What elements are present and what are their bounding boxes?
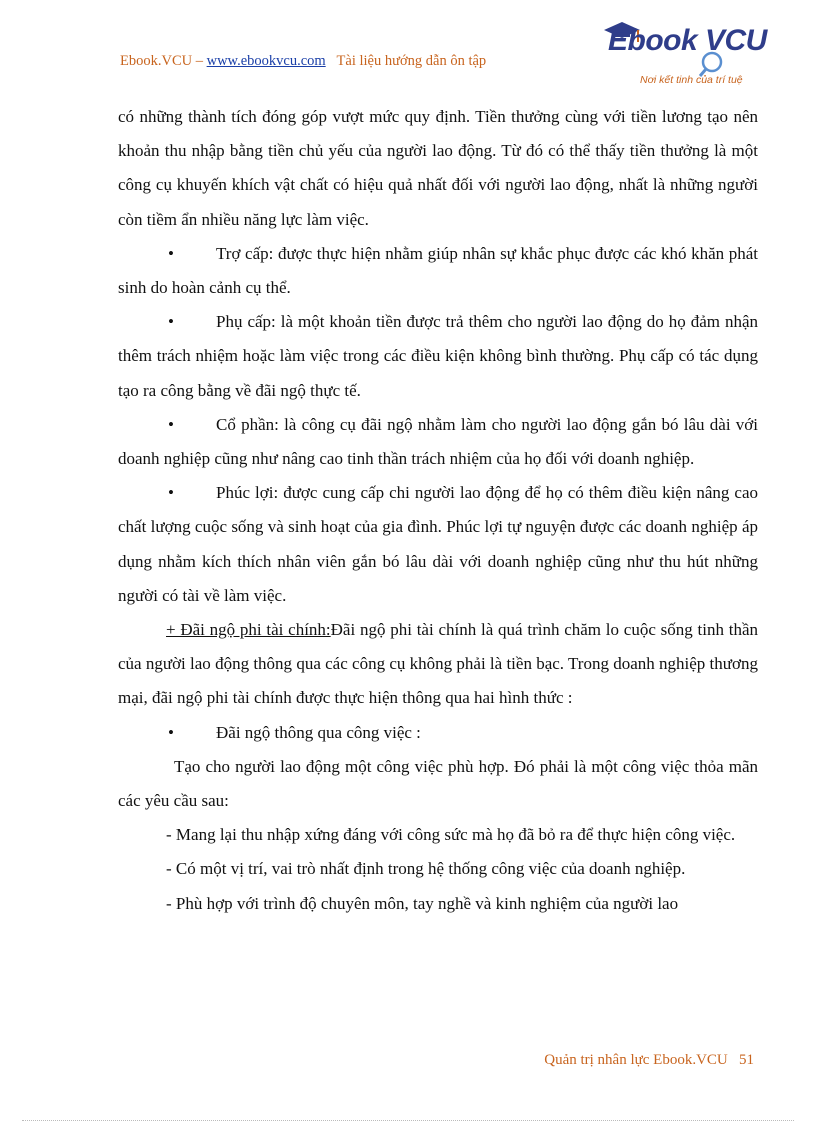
logo-tagline: Nơi kết tinh của trí tuệ (640, 74, 743, 86)
bullet-extra-pay: • Phụ cấp: là một khoản tiền được trả thêm cho người lao động do họ đảm nhận thêm trách nhiệm hoặc làm việc trong các điều kiện không bình thường. Phụ cấp có tác dụng tạo ra công bằng về đãi ngộ thực tế. (118, 305, 758, 408)
bullet-dot: • (168, 483, 174, 503)
footer-label: Quản trị nhân lực Ebook.VCU (544, 1052, 728, 1068)
paragraph-non-financial: + Đãi ngộ phi tài chính:Đãi ngộ phi tài chính là quá trình chăm lo cuộc sống tinh thần của người lao động thông qua các công cụ không phải là tiền bạc. Trong doanh nghiệp thương mại, đãi ngộ phi tài chính được thực hiện thông qua hai hình thức : (118, 620, 758, 708)
bullet-dot: • (168, 312, 174, 332)
requirement-qualification: - Phù hợp với trình độ chuyên môn, tay nghề và kinh nghiệm của người lao (166, 893, 679, 913)
section-heading: + Đãi ngộ phi tài chính: (166, 620, 331, 640)
logo-name: Ebook VCU (608, 24, 767, 57)
bullet-shares: • Cổ phần: là công cụ đãi ngộ nhằm làm cho người lao động gắn bó lâu dài với doanh nghiệp cũng như nâng cao tinh thần trách nhiệm của họ đối với doanh nghiệp. (118, 408, 758, 476)
bullet-work-reward: • Đãi ngộ thông qua công việc : (118, 716, 758, 750)
bullet-dot: • (168, 722, 174, 742)
requirement-income: - Mang lại thu nhập xứng đáng với công sức mà họ đã bỏ ra để thực hiện công việc. (166, 825, 736, 845)
bullet-allowance: • Trợ cấp: được thực hiện nhằm giúp nhân sự khắc phục được các khó khăn phát sinh do hoàn cảnh cụ thể. (118, 237, 758, 305)
header-site: Ebook.VCU – (120, 53, 203, 69)
paragraph-bonus: có những thành tích đóng góp vượt mức quy định. Tiền thưởng cùng với tiền lương tạo nên khoản thu nhập bằng tiền chủ yếu của người lao động. Từ đó có thể thấy tiền thưởng là một công cụ khuyến khích vật chất có hiệu quả nhất đối với người lao động, nhất là những người còn tiềm ẩn nhiều năng lực làm việc. (118, 107, 758, 229)
bottom-divider (22, 1120, 794, 1121)
ebook-vcu-logo (600, 18, 780, 92)
page-footer (544, 1052, 754, 1069)
document-body (118, 100, 758, 921)
header-subtitle: Tài liệu hướng dẫn ôn tập (336, 53, 487, 69)
header-url-link[interactable]: www.ebookvcu.com (206, 53, 326, 69)
requirement-position: - Có một vị trí, vai trò nhất định trong hệ thống công việc của doanh nghiệp. (166, 859, 686, 879)
paragraph-suitable-job: Tạo cho người lao động một công việc phù hợp. Đó phải là một công việc thỏa mãn các yêu cầu sau: (118, 756, 758, 811)
page-header (120, 53, 486, 70)
bullet-dot: • (168, 243, 174, 263)
bullet-welfare: • Phúc lợi: được cung cấp chi người lao động để họ có thêm điều kiện nâng cao chất lượng cuộc sống và sinh hoạt của gia đình. Phúc lợi tự nguyện được các doanh nghiệp áp dụng nhằm kích thích nhân viên gắn bó lâu dài với doanh nghiệp cũng như thu hút những người có tài về làm việc. (118, 476, 758, 613)
bullet-dot: • (168, 414, 174, 434)
page-number: 51 (739, 1052, 754, 1068)
